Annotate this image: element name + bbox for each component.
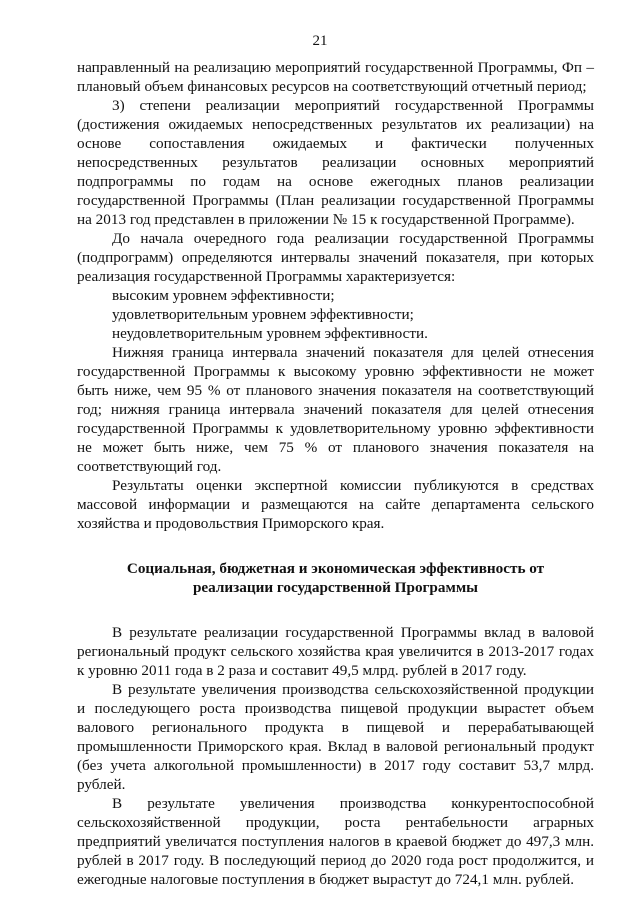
page-number: 21 — [312, 33, 328, 49]
paragraph-criterion-3: 3) степени реализации мероприятий государственной Программы (достижения ожидаемых непосредственных результатов их реализации) на основе сопоставления ожидаемых и фактически полученных непосредственных результатов реализации основных мероприятий подпрограммы по годам на основе ежегодных планов реализации государственной Программы (План реализации государственной Программы на 2013 год представлен в приложении № 15 к государственной Программе). — [77, 97, 594, 228]
level-satisfactory: удовлетворительным уровнем эффективности; — [112, 306, 414, 323]
level-high: высоким уровнем эффективности; — [112, 287, 335, 304]
paragraph-intervals: До начала очередного года реализации государственной Программы (подпрограмм) определяются интервалы значений показателя, при которых реализация государственной Программы характеризуется: — [77, 230, 594, 285]
paragraph-results-publication: Результаты оценки экспертной комиссии публикуются в средствах массовой информации и размещаются на сайте департамента сельского хозяйства и продовольствия Приморского края. — [77, 477, 594, 532]
paragraph-tax-revenue: В результате увеличения производства конкурентоспособной сельскохозяйственной продукции, роста рентабельности аграрных предприятий увеличатся поступления налогов в краевой бюджет до 497,3 млн. рублей в 2017 году. В последующий период до 2020 года рост продолжится, и ежегодные налоговые поступления в бюджет вырастут до 724,1 млн. рублей. — [77, 795, 594, 888]
document-body — [77, 58, 594, 889]
paragraph-grp-contribution: В результате реализации государственной Программы вклад в валовой региональный продукт сельского хозяйства края увеличится в 2013-2017 годах к уровню 2011 года в 2 раза и составит 49,5 млрд. рублей в 2017 году. — [77, 624, 594, 679]
level-unsatisfactory: неудовлетворительным уровнем эффективности. — [112, 325, 428, 342]
section-heading-line-2: реализации государственной Программы — [192, 579, 479, 596]
paragraph-food-industry: В результате увеличения производства сельскохозяйственной продукции и последующего роста производства пищевой продукции вырастет объем валового регионального продукта в пищевой и перерабатывающей промышленности Приморского края. Вклад в валовой региональный продукт (без учета алкогольной промышленности) в 2017 году составит 53,7 млрд. рублей. — [77, 681, 594, 793]
section-heading-line-1: Социальная, бюджетная и экономическая эффективность от — [126, 560, 545, 577]
section-heading — [77, 559, 594, 597]
paragraph-continuation: направленный на реализацию мероприятий государственной Программы, Фп – плановый объем финансовых ресурсов на соответствующий отчетный период; — [77, 59, 594, 95]
paragraph-lower-bound: Нижняя граница интервала значений показателя для целей отнесения государственной Программы к высокому уровню эффективности не может быть ниже, чем 95 % от планового значения показателя на соответствующий год; нижняя граница интервала значений показателя для целей отнесения государственной Программы к удовлетворительному уровню эффективности не может быть ниже, чем 75 % от планового значения показателя на соответствующий год. — [77, 344, 594, 475]
